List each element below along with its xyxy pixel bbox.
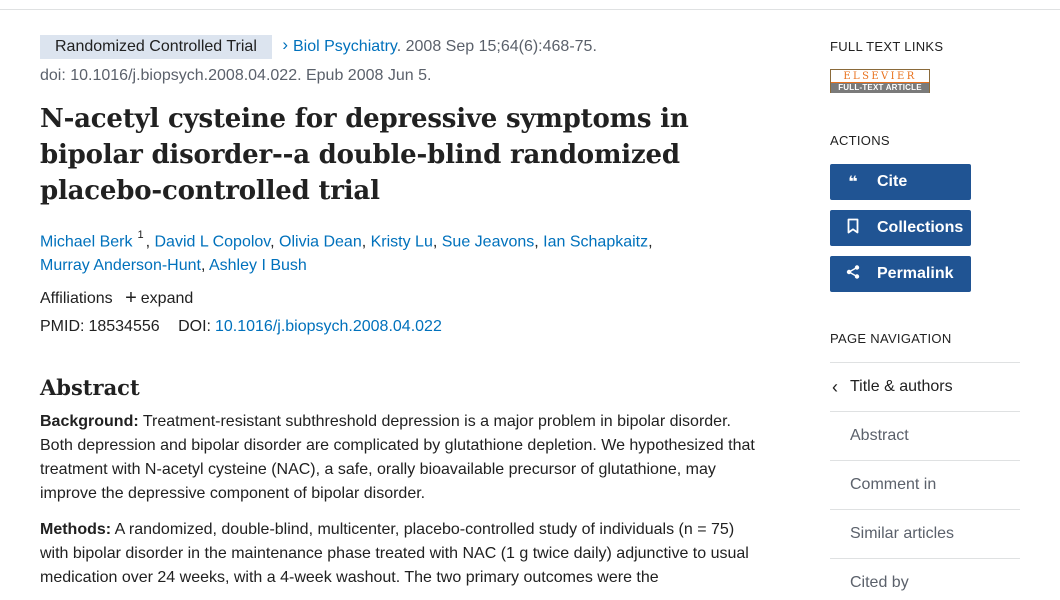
author-link[interactable]: Ashley I Bush bbox=[208, 257, 307, 275]
author-link[interactable]: David L Copolov bbox=[154, 233, 271, 251]
author-link[interactable]: Murray Anderson-Hunt bbox=[40, 257, 201, 275]
share-icon bbox=[842, 265, 864, 284]
author-link[interactable]: Ian Schapkaitz bbox=[543, 233, 649, 251]
methods-text: A randomized, double-blind, multicenter, placebo-controlled study of individuals (n = 75) with bipolar disorder in the maintenance phase treated with NAC (1 g twice daily) adjunctive to usual medication over 24 weeks, with a 4-week washout. The two primary outcomes were the bbox=[40, 521, 749, 587]
nav-item-title-authors[interactable]: ‹ Title & authors bbox=[830, 363, 1020, 412]
author-link[interactable]: Olivia Dean bbox=[279, 233, 362, 251]
affiliations-expand-button[interactable]: + expand bbox=[125, 287, 194, 310]
elsevier-full-text-link[interactable] bbox=[830, 69, 930, 93]
elsevier-logo-text: ELSEVIER bbox=[831, 70, 929, 83]
affiliations-row bbox=[40, 289, 770, 309]
doi-label: DOI: bbox=[178, 318, 211, 336]
affiliation-ref[interactable]: 1 bbox=[137, 229, 144, 241]
elsevier-logo-subtext: FULL-TEXT ARTICLE bbox=[831, 83, 929, 93]
doi-epub-line: doi: 10.1016/j.biopsych.2008.04.022. Epub 2008 Jun 5. bbox=[40, 67, 432, 84]
quote-icon: ❝ bbox=[848, 174, 858, 191]
citation-date: . 2008 Sep 15;64(6):468-75. bbox=[396, 38, 597, 55]
citation-line bbox=[40, 34, 770, 59]
methods-label: Methods: bbox=[40, 521, 112, 539]
background-text: Treatment-resistant subthreshold depression is a major problem in bipolar disorder. Both depression and bipolar disorder are complicated by glutathione depletion. We hypothesized that treatment with N-acetyl cysteine (NAC), a safe, orally bioavailable precursor of glutathione, may improve the depressive component of bipolar disorder. bbox=[40, 413, 755, 503]
abstract-methods bbox=[40, 518, 765, 590]
abstract-heading: Abstract bbox=[40, 375, 140, 401]
cite-button[interactable]: ❝ Cite bbox=[830, 164, 971, 200]
collections-button[interactable]: Collections bbox=[830, 210, 971, 246]
bookmark-icon bbox=[842, 218, 864, 239]
background-label: Background: bbox=[40, 413, 139, 431]
pmid-value: 18534556 bbox=[88, 318, 160, 336]
chevron-left-icon: ‹ bbox=[832, 377, 838, 397]
nav-item-similar-articles[interactable]: Similar articles bbox=[830, 510, 1020, 559]
journal-link[interactable]: Biol Psychiatry bbox=[293, 38, 397, 55]
top-divider bbox=[0, 9, 1060, 10]
author-link[interactable]: Sue Jeavons bbox=[441, 233, 535, 251]
abstract-background bbox=[40, 410, 765, 506]
article-main bbox=[40, 34, 770, 590]
article-title: N-acetyl cysteine for depressive symptoms in bipolar disorder--a double-blind randomized placebo-controlled trial bbox=[40, 104, 689, 206]
page-navigation-list bbox=[830, 362, 1020, 600]
nav-item-abstract[interactable]: Abstract bbox=[830, 412, 1020, 461]
full-text-links-heading: FULL TEXT LINKS bbox=[830, 39, 944, 54]
author-list: Michael Berk $^1$ , David L Copolov, Olivia Dean, Kristy Lu, Sue Jeavons, Ian Schapkaitz, Murray Anderson-Hunt, Ashley I Bush bbox=[40, 229, 653, 275]
nav-item-comment-in[interactable]: Comment in bbox=[830, 461, 1020, 510]
publication-type-badge: Randomized Controlled Trial bbox=[40, 35, 272, 59]
pmid-label: PMID: bbox=[40, 318, 85, 336]
chevron-right-icon: › bbox=[282, 35, 288, 54]
actions-heading: ACTIONS bbox=[830, 133, 890, 148]
permalink-button[interactable]: Permalink bbox=[830, 256, 971, 292]
nav-item-cited-by[interactable]: Cited by bbox=[830, 559, 1020, 600]
sidebar bbox=[830, 34, 1020, 600]
page-navigation-heading: PAGE NAVIGATION bbox=[830, 331, 952, 346]
author-link[interactable]: Michael Berk bbox=[40, 233, 133, 251]
doi-link[interactable]: 10.1016/j.biopsych.2008.04.022 bbox=[214, 318, 442, 336]
identifiers-row bbox=[40, 317, 770, 337]
affiliations-label: Affiliations bbox=[40, 290, 113, 308]
plus-icon: + bbox=[125, 287, 137, 310]
author-link[interactable]: Kristy Lu bbox=[370, 233, 433, 251]
